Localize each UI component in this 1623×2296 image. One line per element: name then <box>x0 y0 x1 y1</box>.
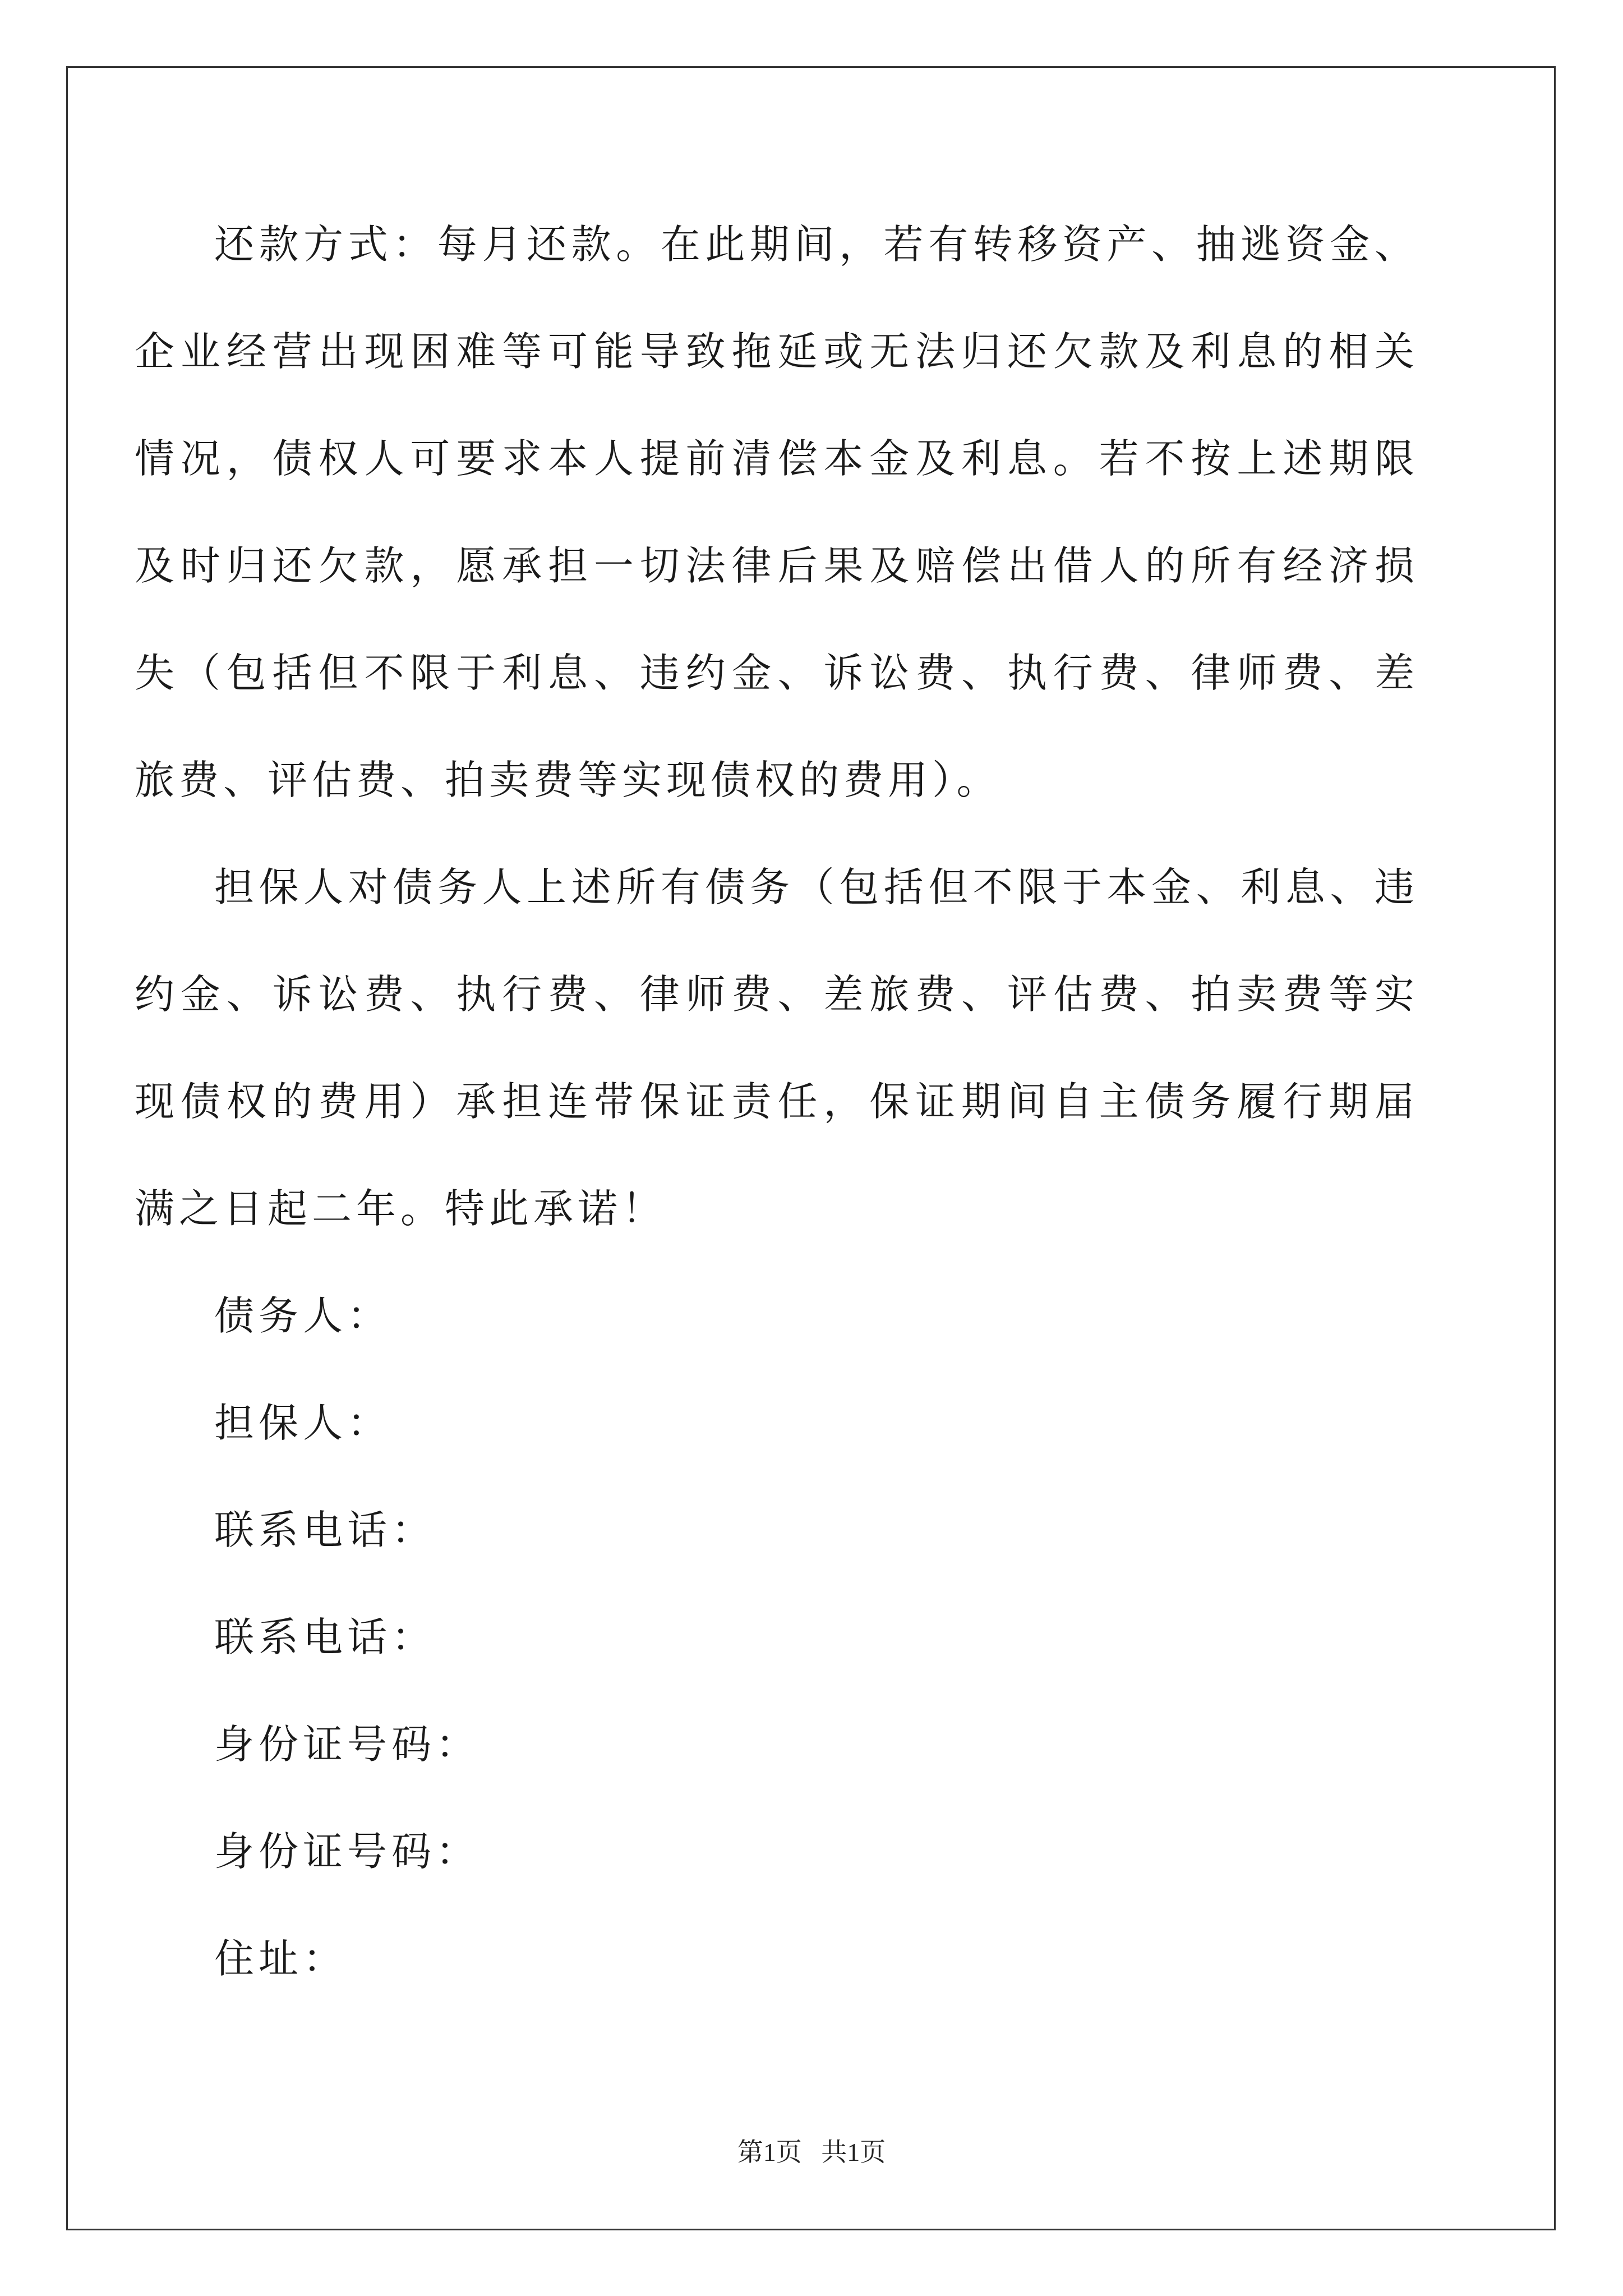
field-debtor: 债务人： <box>214 1292 392 1339</box>
field-phone-2: 联系电话： <box>214 1614 436 1660</box>
field-phone-1: 联系电话： <box>214 1507 436 1553</box>
document-body <box>135 191 1419 2012</box>
paragraph-guarantee: 担保人对债务人上述所有债务（包括但不限于本金、利息、违约金、诉讼费、执行费、律师费、差旅费、评估费、拍卖费等实现债权的费用）承担连带保证责任，保证期间自主债务履行期届满之日起二年。特此承诺！ <box>135 864 1419 1232</box>
field-id-number-2: 身份证号码： <box>214 1828 481 1875</box>
page-footer: 第1页 共1页 <box>737 2138 886 2166</box>
field-address: 住址： <box>214 1935 348 1982</box>
paragraph-repayment: 还款方式：每月还款。在此期间，若有转移资产、抽逃资金、企业经营出现困难等可能导致拖延或无法归还欠款及利息的相关情况，债权人可要求本人提前清偿本金及利息。若不按上述期限及时归还欠款，愿承担一切法律后果及赔偿出借人的所有经济损失（包括但不限于利息、违约金、诉讼费、执行费、律师费、差旅费、评估费、拍卖费等实现债权的费用）。 <box>135 221 1419 803</box>
field-id-number-1: 身份证号码： <box>214 1721 481 1768</box>
field-guarantor: 担保人： <box>214 1400 392 1446</box>
